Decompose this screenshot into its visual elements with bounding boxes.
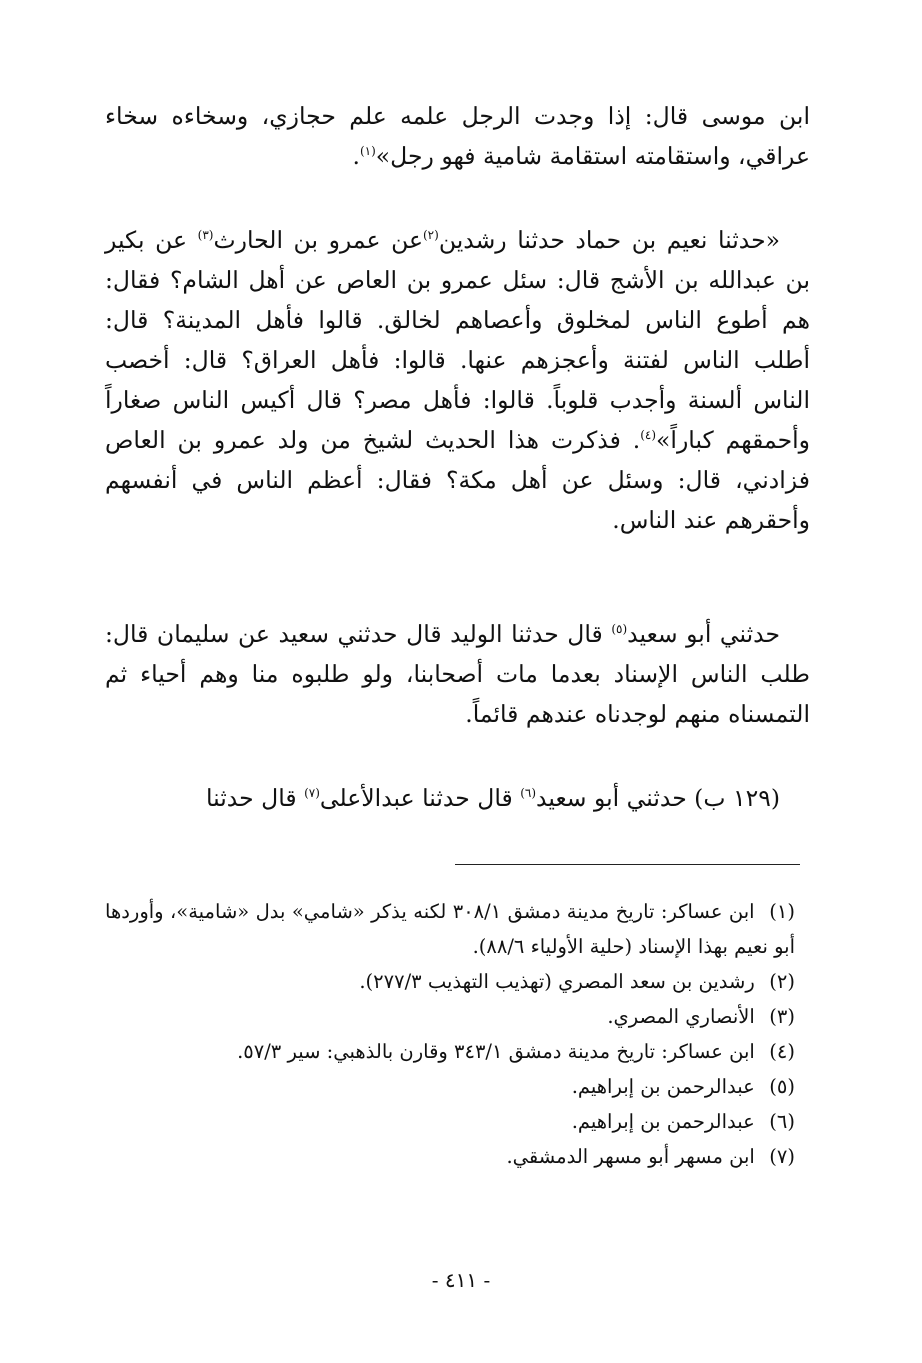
footnote-item xyxy=(105,964,795,999)
paragraph-text: . xyxy=(352,142,360,170)
paragraph-text: حدثني أبو سعيد xyxy=(627,620,780,648)
footnote-item xyxy=(105,1034,795,1069)
footnote-text: الأنصاري المصري. xyxy=(607,1005,755,1028)
footnote-text: ابن عساكر: تاريخ مدينة دمشق ٣٠٨/١ لكنه يذكر «شامي» بدل «شامية»، وأوردها أبو نعيم بهذا الإسناد (حلية الأولياء ٨٨/٦). xyxy=(105,900,795,958)
footnotes-list xyxy=(105,894,795,1174)
footnote-marker: (٢) xyxy=(422,228,439,243)
footnote-item xyxy=(105,1069,795,1104)
footnote-number: (٥) xyxy=(769,1075,795,1098)
footnote-number: (١) xyxy=(769,900,795,923)
paragraph-text: قال حدثنا xyxy=(206,784,305,812)
footnote-item xyxy=(105,894,795,964)
footnote-separator xyxy=(455,864,800,865)
paragraph-text: (١٢٩ ب) حدثني أبو سعيد xyxy=(536,784,780,812)
paragraph-text: ابن موسى قال: إذا وجدت الرجل علمه علم حجازي، وسخاءه سخاء عراقي، واستقامته استقامة شامية فهو رجل» xyxy=(105,102,810,170)
footnote-number: (٤) xyxy=(769,1040,795,1063)
footnote-text: ابن مسهر أبو مسهر الدمشقي. xyxy=(506,1145,755,1168)
footnote-text: رشدين بن سعد المصري (تهذيب التهذيب ٢٧٧/٣). xyxy=(359,970,755,993)
footnote-number: (٣) xyxy=(769,1005,795,1028)
paragraph-1 xyxy=(105,96,810,176)
footnote-item xyxy=(105,1139,795,1174)
footnote-text: عبدالرحمن بن إبراهيم. xyxy=(571,1110,755,1133)
footnote-number: (٦) xyxy=(769,1110,795,1133)
footnote-marker: (٣) xyxy=(197,228,214,243)
footnote-text: عبدالرحمن بن إبراهيم. xyxy=(571,1075,755,1098)
paragraph-text: قال حدثنا عبدالأعلى xyxy=(319,784,521,812)
paragraph-4 xyxy=(105,778,810,818)
page-number: - ٤١١ - xyxy=(431,1268,491,1292)
paragraph-text: قال حدثنا الوليد قال حدثني سعيد عن سليمان قال: طلب الناس الإسناد بعدما مات أصحابنا، ولو طلبوه منا وهم أحياء ثم التمسناه منهم لوجدناه عندهم قائماً. xyxy=(105,620,810,728)
paragraph-text: عن بكير بن عبدالله بن الأشج قال: سئل عمرو بن العاص عن أهل الشام؟ فقال: هم أطوع الناس لمخلوق وأعصاهم لخالق. قالوا فأهل المدينة؟ قال: أطلب الناس لفتنة وأعجزهم عنها. قالوا: فأهل العراق؟ قال: أخصب الناس ألسنة وأجدب قلوباً. قالوا: فأهل مصر؟ قال أكيس الناس صغاراً وأحمقهم كباراً» xyxy=(105,226,810,454)
footnote-item xyxy=(105,1104,795,1139)
paragraph-3 xyxy=(105,614,810,734)
footnote-marker: (٥) xyxy=(611,622,628,637)
paragraph-text: «حدثنا نعيم بن حماد حدثنا رشدين xyxy=(438,226,780,254)
footnote-marker: (٦) xyxy=(520,786,537,801)
footnote-text: ابن عساكر: تاريخ مدينة دمشق ٣٤٣/١ وقارن بالذهبي: سير ٥٧/٣. xyxy=(237,1040,755,1063)
paragraph-text: عن عمرو بن الحارث xyxy=(213,226,423,254)
paragraph-2 xyxy=(105,220,810,540)
footnote-marker: (٧) xyxy=(304,786,320,801)
footnote-number: (٧) xyxy=(769,1145,795,1168)
footnote-number: (٢) xyxy=(769,970,795,993)
footnote-marker: (١) xyxy=(359,144,376,159)
footnote-item xyxy=(105,999,795,1034)
footnote-marker: (٤) xyxy=(640,428,657,443)
paragraph-text: . فذكرت هذا الحديث لشيخ من ولد عمرو بن العاص فزادني، قال: وسئل عن أهل مكة؟ فقال: أعظم الناس في أنفسهم وأحقرهم عند الناس. xyxy=(105,426,810,534)
